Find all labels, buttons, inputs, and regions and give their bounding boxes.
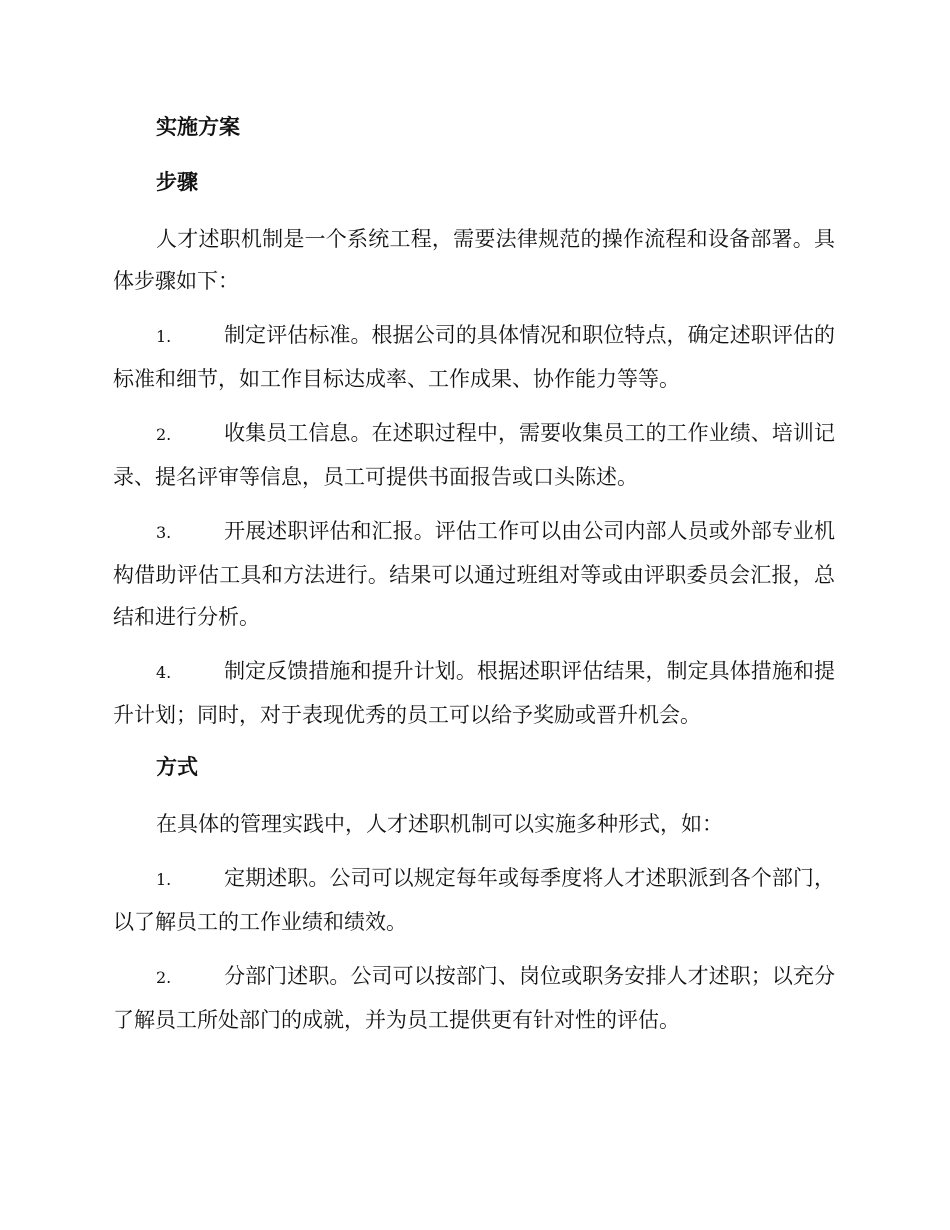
methods-heading: 方式 — [156, 754, 198, 779]
list-item-text: 分部门述职。公司可以按部门、岗位或职务安排人才述职；以充分了解员工所处部门的成就，并为员工提供更有针对性的评估。 — [113, 964, 835, 1032]
list-number: 1. — [156, 870, 172, 889]
list-number: 3. — [156, 523, 172, 542]
steps-list-item — [113, 650, 835, 736]
steps-list-item — [113, 510, 835, 638]
list-number: 1. — [156, 327, 172, 346]
steps-heading: 步骤 — [156, 169, 198, 194]
methods-list-item — [113, 955, 835, 1041]
methods-intro: 在具体的管理实践中，人才述职机制可以实施多种形式，如： — [156, 812, 723, 836]
list-item-text: 定期述职。公司可以规定每年或每季度将人才述职派到各个部门，以了解员工的工作业绩和绩效。 — [113, 866, 835, 934]
list-number: 4. — [156, 663, 172, 682]
steps-list-item — [113, 314, 835, 400]
steps-list-item — [113, 412, 835, 498]
list-number: 2. — [156, 968, 172, 987]
list-item-text: 收集员工信息。在述职过程中，需要收集员工的工作业绩、培训记录、提名评审等信息，员工可提供书面报告或口头陈述。 — [113, 421, 835, 489]
steps-intro: 人才述职机制是一个系统工程，需要法律规范的操作流程和设备部署。具体步骤如下： — [113, 227, 835, 293]
list-item-text: 制定评估标准。根据公司的具体情况和职位特点，确定述职评估的标准和细节，如工作目标达成率、工作成果、协作能力等等。 — [113, 323, 835, 391]
document-body — [113, 108, 835, 1053]
methods-list-item — [113, 857, 835, 943]
list-item-text: 制定反馈措施和提升计划。根据述职评估结果，制定具体措施和提升计划；同时，对于表现优秀的员工可以给予奖励或晋升机会。 — [113, 659, 835, 727]
document-title: 实施方案 — [156, 114, 240, 139]
list-number: 2. — [156, 425, 172, 444]
list-item-text: 开展述职评估和汇报。评估工作可以由公司内部人员或外部专业机构借助评估工具和方法进行。结果可以通过班组对等或由评职委员会汇报，总结和进行分析。 — [113, 519, 835, 629]
